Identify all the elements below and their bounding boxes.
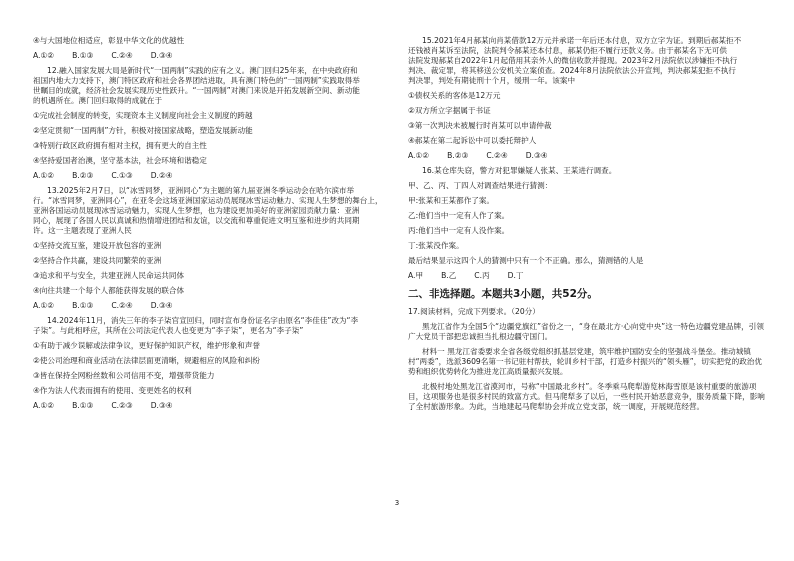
q16-guess-yi: 乙:他们当中一定有人作了案。 [408, 211, 510, 221]
q13-answer-b: B.①③ [72, 301, 94, 311]
q16-stem-line: 甲、乙、丙、丁四人对调查结果进行猜测： [408, 181, 553, 191]
q12-statement-1: ①完成社会制度的转变，实现资本主义制度向社会主义制度的跨越 [33, 111, 253, 121]
q15-stem-line: 法院发现郝某自2022年1月起借用其亲外人的微信收款并提现。2023年2月法院依以涉嫌拒不执行 [408, 56, 738, 66]
q15-statement-2: ②双方所立字据属于书证 [408, 106, 491, 116]
q13-answer-choices [33, 301, 385, 311]
q14-stem-line: 子柒”。与此相呼应，其所在公司法定代表人也变更为“李子柒”，更名为“李子柒” [33, 326, 304, 336]
q11-answer-choices [33, 51, 385, 61]
q15-answer-d: D.③④ [525, 151, 548, 161]
q11-answer-b: B.①③ [72, 51, 94, 61]
q13-stem-line: 13.2025年2月7日，以“冰雪同梦，亚洲同心”为主题的第九届亚洲冬季运动会在哈尔滨市举 [47, 186, 355, 196]
q14-answer-a: A.①② [33, 401, 55, 411]
q12-stem-line: 的机遇所在。澳门回归取得的成就在于 [33, 96, 163, 106]
q13-stem-line: 同心，展现了各国人民以真诚和热情增进团结和友谊，以交流和尊重促进文明互鉴和进步的共同期 [33, 216, 360, 226]
q14-statement-2: ②使公司治理和商业活动在法律层面更清晰，规避相应的风险和纠纷 [33, 356, 261, 366]
question-12 [33, 66, 385, 181]
q15-answer-c: C.②④ [486, 151, 508, 161]
q14-statement-3: ③皆在保持全网粉丝数和公司信用不变，增强带货能力 [33, 371, 215, 381]
q11-option-4: ④与大国地位相适应，彰显中华文化的优越性 [33, 36, 185, 45]
q14-statement-1: ①有助于减少误解或法律争议，更好保护知识产权，维护形象和声誉 [33, 341, 261, 351]
q12-statement-3: ③特别行政区政府拥有相对主权，拥有更大的自主性 [33, 141, 207, 151]
q12-answer-d: D.②④ [150, 171, 173, 181]
question-14 [33, 316, 385, 411]
q12-answer-b: B.②③ [72, 171, 94, 181]
q13-statement-3: ③追求和平与安全，共建亚洲人民命运共同体 [33, 271, 185, 281]
q15-stem-line: 15.2021年4月郝某向肖某借款12万元并承诺一年后还本付息，双方立字为证。到期后郝某拒不 [422, 36, 742, 45]
q13-answer-c: C.②④ [111, 301, 133, 311]
q17-paragraph: 黑龙江省作为全国5个“边疆党旗红”省份之一，“身在最北方·心向党中央”这一特色边疆党建品牌，引领广大党员干部把忠诚担当扎根边疆守国门。 [408, 322, 764, 342]
q13-answer-d: D.③④ [150, 301, 173, 311]
q14-answer-c: C.②③ [111, 401, 133, 411]
q16-guess-bing: 丙:他们当中一定有人没作案。 [408, 226, 510, 236]
q16-answer-c: C.丙 [474, 271, 490, 281]
q12-statement-2: ②坚定贯彻“一国两制”方针，积极对接国家战略，塑造发展新动能 [33, 126, 253, 136]
q16-tail: 最后结果显示这四个人的猜测中只有一个不正确。那么，猜测错的人是 [408, 256, 644, 266]
q13-statement-1: ①坚持交流互鉴，建设开放包容的亚洲 [33, 241, 162, 251]
q14-answer-b: B.①③ [72, 401, 94, 411]
q15-answer-b: B.②③ [447, 151, 469, 161]
question-13 [33, 186, 385, 311]
q16-guess-jia: 甲:张某和王某都作了案。 [408, 196, 495, 206]
q15-statement-1: ①债权关系的客体是12万元 [408, 91, 501, 101]
q13-statement-4: ④向往共建一个每个人都能获得发展的联合体 [33, 286, 185, 296]
q12-stem-line: 祖国内地大力支持下，澳门特区政府和社会各界团结进取，具有澳门特色的“一国两制”实践取得举 [33, 76, 360, 86]
q14-statement-4: ④作为法人代表而拥有的使用、变更姓名的权利 [33, 386, 192, 396]
q17-paragraph: 北极村地处黑龙江省漠河市，号称“中国最北乡村”。冬季乘马爬犁游览林海雪原是该村重要的旅游项目，这项服务也是很多村民的致富方式。但马爬犁多了以后，一些村民开始恶意竞争，服务质量下降，影响了全村旅游形象。为此，当地建起马爬犁协会并成立党支部，统一调度，开展规范经营。 [408, 382, 765, 412]
page-number: 3 [394, 499, 400, 507]
q15-stem-line: 判决、裁定罪，将其移送公安机关立案侦查。2024年8月法院依法公开宣判，判决郝某犯拒不执行 [408, 66, 736, 76]
q16-stem-line: 16.某仓库失窃，警方对犯罪嫌疑人张某、王某进行调查。 [422, 166, 617, 176]
q14-stem-line: 14.2024年11月，消失三年的李子柒官宣回归，同时宣布身份证名字由原名“李佳佳”改为“李 [47, 316, 359, 326]
section-two [408, 288, 768, 412]
right-column [408, 36, 768, 412]
q12-answer-choices [33, 171, 385, 181]
q12-answer-c: C.①③ [111, 171, 133, 181]
q13-answer-a: A.①② [33, 301, 55, 311]
left-column [33, 36, 385, 411]
q14-answer-choices [33, 401, 385, 411]
q16-answer-b: B.乙 [441, 271, 457, 281]
q15-statement-3: ③第一次判决未被履行时肖某可以申请仲裁 [408, 121, 552, 131]
section-two-title: 二、非选择题。本题共3小题，共52分。 [408, 288, 598, 301]
q15-stem-line: 还钱被肖某诉至法院，法院判令郝某还本付息，郝某仍拒不履行还款义务。由于郝某名下无可供 [408, 46, 727, 56]
q12-answer-a: A.①② [33, 171, 55, 181]
q13-stem-line: 许。这一主题表现了亚洲人民 [33, 226, 132, 236]
q13-statement-2: ②坚持合作共赢，建设共同繁荣的亚洲 [33, 256, 162, 266]
question-15 [408, 36, 768, 161]
q11-answer-d: D.③④ [150, 51, 173, 61]
q14-answer-d: D.③④ [150, 401, 173, 411]
q15-answer-choices [408, 151, 768, 161]
q13-stem-line: 行。“冰雪同梦，亚洲同心”，在亚冬会这场亚洲国家运动员展现冰雪运动魅力、实现人生梦想的舞台上， [33, 196, 383, 206]
q15-stem-line: 判决罪，判处有期徒刑十个月，缓刑一年。该案中 [408, 76, 576, 86]
q15-statement-4: ④郝某在第二起诉讼中可以委托辩护人 [408, 136, 537, 146]
q16-guess-ding: 丁:张某没作案。 [408, 241, 464, 251]
q11-answer-c: C.②④ [111, 51, 133, 61]
q12-statement-4: ④坚持爱国者治澳，坚守基本法，社会环境和谐稳定 [33, 156, 207, 166]
q11-answer-a: A.①② [33, 51, 55, 61]
q16-answer-choices [408, 271, 768, 281]
q13-stem-line: 亚洲各国运动员展现冰雪运动魅力，实现人生梦想，也为建设更加美好的亚洲家园贡献力量：亚洲 [33, 206, 360, 216]
q16-answer-d: D.丁 [507, 271, 524, 281]
q17-heading: 17.阅读材料，完成下列要求。（20分） [408, 307, 540, 317]
question-16 [408, 166, 768, 281]
q16-answer-a: A.甲 [408, 271, 424, 281]
q17-material-one: 材料一 黑龙江省委要求全省各级党组织抓基层党建，筑牢维护国防安全的坚强战斗堡垒。推动城镇村“两委”，选派3609名第一书记驻村帮扶，轮训乡村干部，打造乡村振兴的“领头雁”，切实把党的政治优势和组织优势转化为推进龙江高质量振兴发展。 [408, 347, 762, 377]
q15-answer-a: A.①② [408, 151, 430, 161]
q12-stem-line: 12.融入国家发展大局是新时代“一国两制”实践的应有之义。澳门回归25年来，在中央政府和 [47, 66, 358, 76]
q12-stem-line: 世瞩目的成就，经济社会发展实现历史性跃升。“一国两制”对澳门来说是开拓发展新空间、新动能 [33, 86, 360, 96]
